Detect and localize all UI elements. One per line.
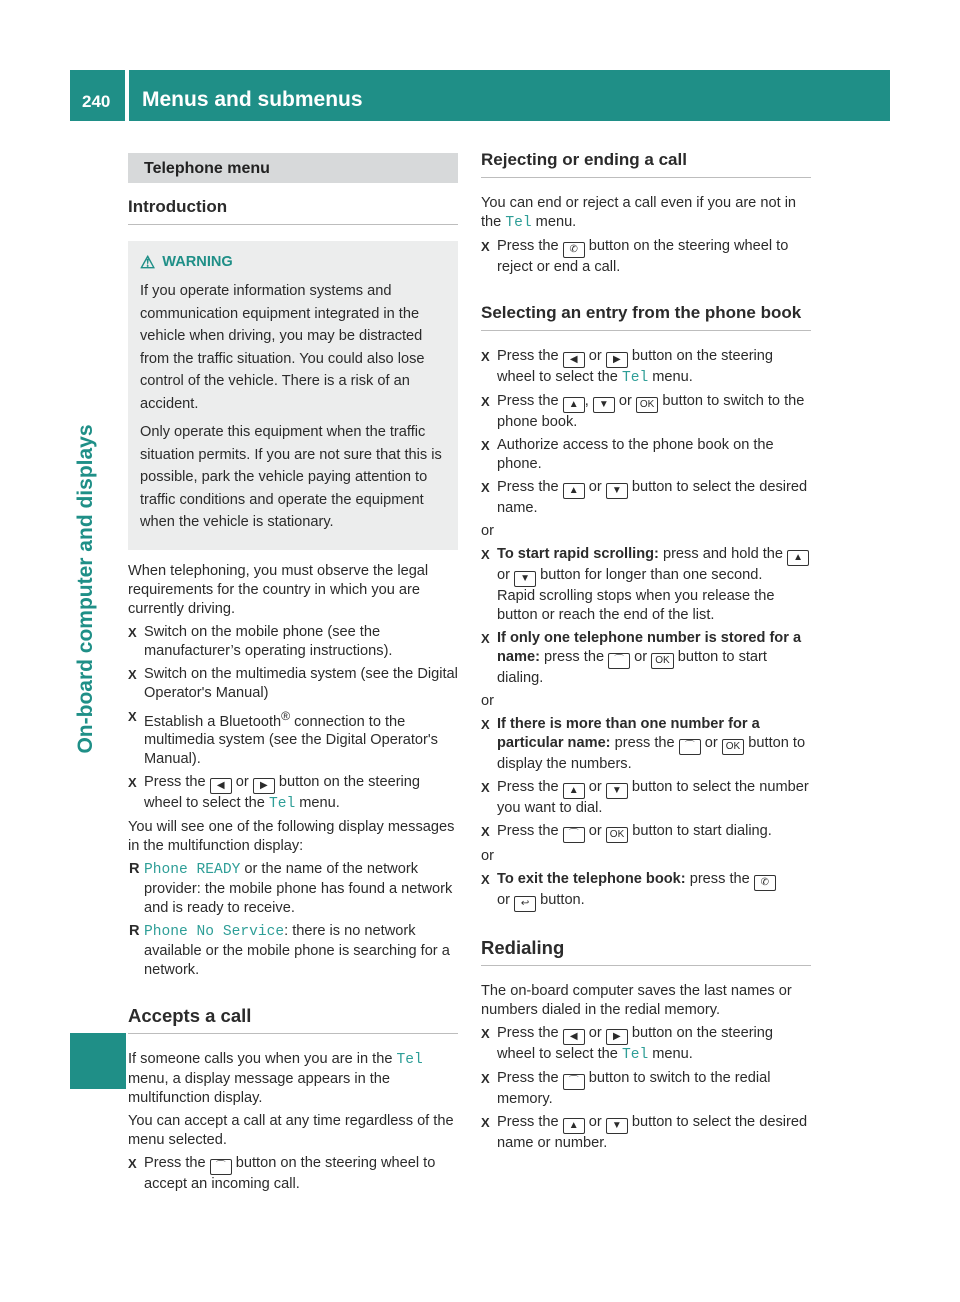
left-arrow-key-icon: ◀ — [563, 1029, 585, 1045]
right-arrow-key-icon: ▶ — [253, 778, 275, 794]
step-select-tel: X Press the ◀ or ▶ button on the steering wheel to select the Tel menu. — [481, 348, 774, 386]
warning-paragraph-1: If you operate information systems and communication equipment integrated in the vehicle when driving, you may be distracted from the traffic situation. You could also lose control of the vehicle. There is a risk of an accident. — [140, 283, 425, 412]
call-key-icon: ⌒ — [608, 653, 630, 669]
sidebar-label: On-board computer and displays — [74, 424, 97, 754]
step-bluetooth: X Establish a Bluetooth® connection to the multimedia system (see the Digital Operator's Manual). — [128, 708, 438, 768]
heading-redialing: Redialing — [481, 924, 811, 966]
step-arrow-icon: X — [481, 349, 490, 364]
bullet-phone-no-service: R Phone No Service: there is no network available or the mobile phone is searching for a network. — [129, 923, 450, 979]
page-header — [70, 70, 890, 121]
down-key-icon: ▼ — [514, 571, 536, 587]
step-arrow-icon: X — [481, 872, 490, 887]
registered-mark: ® — [281, 708, 291, 723]
step-arrow-icon: X — [481, 239, 490, 254]
step-switch-phone-book: X Press the ▲ , ▼ or OK button to switch to the phone book. — [481, 393, 805, 430]
ok-key-icon: OK — [651, 653, 673, 669]
step-arrow-icon: X — [128, 1156, 137, 1172]
step-only-one-number: X If only one telephone number is stored for a name: press the ⌒ or OK button to start dialing. — [481, 630, 802, 686]
bullet-phone-ready: R Phone READY or the name of the network provider: the mobile phone has found a network and is ready to receive. — [129, 861, 453, 917]
step-authorize: X Authorize access to the phone book on the phone. — [481, 437, 774, 472]
step-arrow-icon: X — [481, 394, 490, 409]
hang-up-key-icon: ✆ — [563, 242, 585, 258]
down-key-icon: ▼ — [593, 397, 615, 413]
step-rapid-scroll: X To start rapid scrolling: press and hold the ▲ or ▼ button for longer than one second. Rapid scrolling stops when you release the button or reach the end of the list. — [481, 545, 811, 625]
up-key-icon: ▲ — [563, 483, 585, 499]
step-arrow-icon: X — [481, 1026, 490, 1041]
step-reject-call: X Press the ✆ button on the steering wheel to reject or end a call. — [481, 238, 789, 275]
step-arrow-icon: X — [481, 438, 490, 453]
sidebar-marker — [70, 1033, 126, 1089]
warning-title: WARNING — [162, 254, 233, 270]
step-redial-select-tel: X Press the ◀ or ▶ button on the steering wheel to select the Tel menu. — [481, 1025, 774, 1063]
paragraph-end-reject: You can end or reject a call even if you are not in the Tel menu. — [481, 195, 797, 231]
or-text: or — [481, 693, 494, 709]
step-select-number: X Press the ▲ or ▼ button to select the number you want to dial. — [481, 779, 809, 816]
step-arrow-icon: X — [481, 1071, 490, 1086]
step-select-name: X Press the ▲ or ▼ button to select the desired name. — [481, 479, 808, 516]
step-arrow-icon: X — [481, 824, 490, 839]
up-key-icon: ▲ — [787, 550, 809, 566]
call-key-icon: ⌒ — [679, 739, 701, 755]
heading-introduction: Introduction — [128, 183, 458, 225]
step-switch-on-phone: X Switch on the mobile phone (see the manufacturer’s operating instructions). — [128, 623, 393, 659]
left-arrow-key-icon: ◀ — [563, 352, 585, 368]
bullet-icon: R — [129, 923, 140, 940]
bullet-icon: R — [129, 861, 140, 878]
warning-box — [128, 241, 458, 550]
step-arrow-icon: X — [481, 780, 490, 795]
up-key-icon: ▲ — [563, 783, 585, 799]
step-arrow-icon: X — [128, 666, 137, 682]
paragraph-display-messages: You will see one of the following display messages in the multifunction display: — [128, 819, 455, 855]
paragraph-accept-anytime: You can accept a call at any time regardless of the menu selected. — [128, 1113, 454, 1149]
section-band-telephone-menu: Telephone menu — [128, 153, 458, 183]
right-arrow-key-icon: ▶ — [606, 1029, 628, 1045]
step-redial-select-name: X Press the ▲ or ▼ button to select the desired name or number. — [481, 1114, 808, 1151]
heading-rejecting-call: Rejecting or ending a call — [481, 150, 811, 178]
or-text: or — [481, 523, 494, 539]
tel-display-text: Tel — [268, 796, 296, 813]
paragraph-incoming-call: If someone calls you when you are in the Tel menu, a display message appears in the multifunction display. — [128, 1051, 423, 1107]
warning-header — [140, 253, 446, 272]
call-key-icon: ⌒ — [563, 1074, 585, 1090]
step-select-tel-menu: X Press the ◀ or ▶ button on the steering wheel to select the Tel menu. — [128, 774, 421, 813]
warning-paragraph-2: Only operate this equipment when the traffic situation permits. If you are not sure that this is possible, park the vehicle paying attention to traffic conditions and operate the equipment when the vehicle is stationary. — [140, 424, 442, 530]
call-key-icon: ⌒ — [210, 1159, 232, 1175]
up-key-icon: ▲ — [563, 397, 585, 413]
down-key-icon: ▼ — [606, 483, 628, 499]
header-divider — [125, 70, 129, 121]
ok-key-icon: OK — [722, 739, 744, 755]
warning-triangle-icon: ⚠ — [140, 253, 156, 272]
step-accept-call: X Press the ⌒ button on the steering wheel to accept an incoming call. — [128, 1155, 436, 1193]
step-arrow-icon: X — [481, 547, 490, 562]
hang-up-key-icon: ✆ — [754, 875, 776, 891]
paragraph-redial-memory: The on-board computer saves the last names or numbers dialed in the redial memory. — [481, 983, 792, 1018]
down-key-icon: ▼ — [606, 1118, 628, 1134]
step-more-numbers: X If there is more than one number for a particular name: press the ⌒ or OK button to display the numbers. — [481, 716, 806, 772]
step-start-dialing: X Press the ⌒ or OK button to start dialing. — [481, 822, 811, 843]
back-key-icon: ↩ — [514, 896, 536, 912]
left-column — [128, 150, 458, 1198]
step-arrow-icon: X — [128, 775, 137, 791]
call-key-icon: ⌒ — [563, 827, 585, 843]
down-key-icon: ▼ — [606, 783, 628, 799]
step-switch-on-multimedia: X Switch on the multimedia system (see the Digital Operator's Manual) — [128, 665, 458, 701]
ok-key-icon: OK — [606, 827, 628, 843]
heading-phone-book: Selecting an entry from the phone book — [481, 289, 811, 331]
ok-key-icon: OK — [636, 397, 658, 413]
right-arrow-key-icon: ▶ — [606, 352, 628, 368]
paragraph-legal: When telephoning, you must observe the legal requirements for the country in which you are currently driving. — [128, 562, 429, 617]
step-arrow-icon: X — [128, 624, 137, 640]
page-number: 240 — [82, 92, 111, 111]
chapter-title: Menus and submenus — [142, 88, 363, 111]
step-redial-memory: X Press the ⌒ button to switch to the redial memory. — [481, 1070, 771, 1107]
step-arrow-icon: X — [481, 631, 490, 646]
left-arrow-key-icon: ◀ — [210, 778, 232, 794]
step-exit-phone-book: X To exit the telephone book: press the ✆ or ↩ button. — [481, 870, 811, 912]
up-key-icon: ▲ — [563, 1118, 585, 1134]
step-arrow-icon: X — [128, 708, 137, 724]
step-arrow-icon: X — [481, 717, 490, 732]
step-arrow-icon: X — [481, 1115, 490, 1130]
heading-accepts-call: Accepts a call — [128, 992, 458, 1034]
step-arrow-icon: X — [481, 480, 490, 495]
or-text: or — [481, 848, 494, 864]
right-column — [481, 150, 811, 1157]
